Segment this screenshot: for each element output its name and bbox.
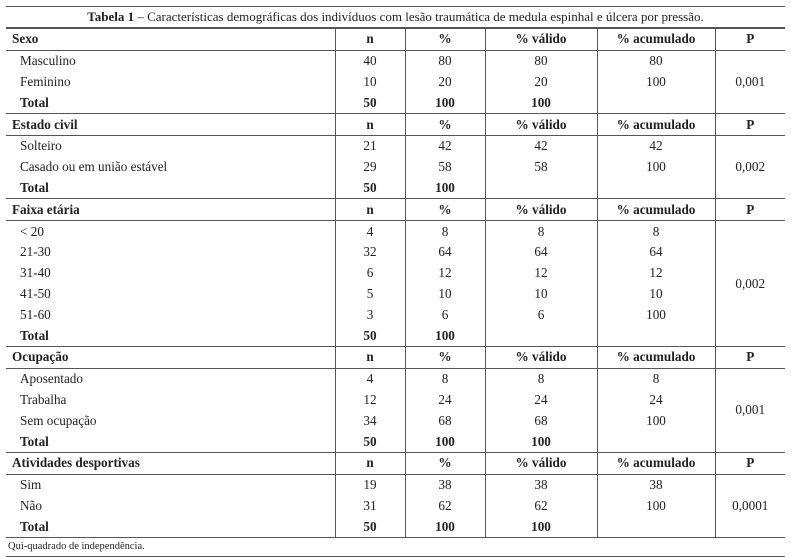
table-row: [6, 368, 785, 389]
total-n: 50: [335, 92, 405, 113]
total-row: [6, 516, 785, 537]
total-valid: [485, 325, 597, 346]
table-row: [6, 242, 785, 263]
row-label: Aposentado: [20, 371, 83, 387]
row-label: Trabalha: [20, 391, 67, 407]
cell-n: 5: [335, 284, 405, 305]
row-label: 31-40: [20, 265, 51, 281]
cell-pct: 20: [405, 72, 485, 93]
cell-valid: 38: [485, 474, 597, 495]
cell-pct: 8: [405, 368, 485, 389]
section-header-row: [6, 346, 785, 368]
row-label: Não: [20, 497, 42, 513]
cell-valid: 12: [485, 263, 597, 284]
cell-pct: 64: [405, 242, 485, 263]
p-header: P: [715, 346, 785, 368]
total-valid: 100: [485, 92, 597, 113]
pct-header: %: [405, 452, 485, 474]
total-pct: 100: [405, 431, 485, 452]
cell-n: 3: [335, 304, 405, 325]
valid-header: % válido: [485, 346, 597, 368]
total-pct: 100: [405, 516, 485, 537]
cell-pct: 38: [405, 474, 485, 495]
p-header: P: [715, 29, 785, 51]
total-n: 50: [335, 178, 405, 199]
pct-header: %: [405, 29, 485, 51]
cell-n: 19: [335, 474, 405, 495]
cell-pct: 62: [405, 496, 485, 517]
cell-valid: 62: [485, 496, 597, 517]
cell-valid: 58: [485, 157, 597, 178]
total-valid: [485, 178, 597, 199]
row-label: Feminino: [20, 73, 71, 89]
cell-n: 4: [335, 221, 405, 242]
cell-cum: 10: [597, 284, 715, 305]
cell-pct: 42: [405, 135, 485, 156]
cum-header: % acumulado: [597, 346, 715, 368]
total-row: [6, 92, 785, 113]
p-header: P: [715, 114, 785, 136]
cell-pct: 58: [405, 157, 485, 178]
cell-valid: 42: [485, 135, 597, 156]
cell-n: 34: [335, 410, 405, 431]
cell-valid: 68: [485, 410, 597, 431]
caption-label: Tabela 1: [87, 9, 135, 24]
section-header-row: [6, 114, 785, 136]
table-row: [6, 50, 785, 71]
cell-pct: 8: [405, 221, 485, 242]
cell-pct: 6: [405, 304, 485, 325]
table-row: [6, 157, 785, 178]
section-header-row: [6, 452, 785, 474]
total-cum: [597, 516, 715, 537]
n-header: n: [335, 346, 405, 368]
table-row: [6, 284, 785, 305]
cell-n: 6: [335, 263, 405, 284]
total-n: 50: [335, 516, 405, 537]
cum-header: % acumulado: [597, 114, 715, 136]
total-label: Total: [20, 179, 49, 195]
cell-valid: 20: [485, 72, 597, 93]
cum-header: % acumulado: [597, 452, 715, 474]
cum-header: % acumulado: [597, 29, 715, 51]
valid-header: % válido: [485, 114, 597, 136]
table-row: [6, 474, 785, 495]
cell-cum: 100: [597, 72, 715, 93]
table-row: [6, 390, 785, 411]
total-cum: [597, 178, 715, 199]
row-label: Sim: [20, 477, 42, 493]
cell-cum: 8: [597, 221, 715, 242]
cell-n: 4: [335, 368, 405, 389]
n-header: n: [335, 29, 405, 51]
cell-p: 0,001: [715, 368, 785, 452]
cell-cum: 100: [597, 304, 715, 325]
row-label: 51-60: [20, 306, 51, 322]
caption-text: – Características demográficas dos indivíduos com lesão traumática de medula espinhal e úlcera por pressão.: [134, 9, 704, 24]
cell-n: 32: [335, 242, 405, 263]
total-label: Total: [6, 516, 335, 537]
total-n: 50: [335, 431, 405, 452]
p-header: P: [715, 199, 785, 221]
section-header-row: [6, 199, 785, 221]
total-label: Total: [20, 327, 49, 343]
cell-n: 21: [335, 135, 405, 156]
cell-cum: 64: [597, 242, 715, 263]
table-footnote: Qui-quadrado de independência.: [6, 538, 785, 557]
cell-pct: 68: [405, 410, 485, 431]
cell-n: 12: [335, 390, 405, 411]
n-header: n: [335, 114, 405, 136]
row-label: Sem ocupação: [20, 412, 97, 428]
valid-header: % válido: [485, 29, 597, 51]
total-valid: 100: [485, 516, 597, 537]
table-row: [6, 72, 785, 93]
total-pct: 100: [405, 178, 485, 199]
cell-valid: 8: [485, 221, 597, 242]
cell-n: 29: [335, 157, 405, 178]
cell-valid: 8: [485, 368, 597, 389]
section-title: Atividades desportivas: [6, 452, 335, 474]
cell-p: 0,002: [715, 135, 785, 198]
total-cum: [597, 431, 715, 452]
cell-n: 10: [335, 72, 405, 93]
demographics-table: [6, 28, 785, 538]
section-title: Ocupação: [6, 346, 335, 368]
cell-p: 0,002: [715, 221, 785, 347]
row-label: Casado ou em união estável: [20, 159, 168, 175]
n-header: n: [335, 199, 405, 221]
pct-header: %: [405, 199, 485, 221]
cell-cum: 38: [597, 474, 715, 495]
cell-valid: 80: [485, 50, 597, 71]
section-title: Estado civil: [6, 114, 335, 136]
section-title: Sexo: [6, 29, 335, 51]
cell-cum: 100: [597, 496, 715, 517]
cell-p: 0,0001: [715, 474, 785, 537]
cell-pct: 12: [405, 263, 485, 284]
valid-header: % válido: [485, 452, 597, 474]
section-title: Faixa etária: [6, 199, 335, 221]
section-header-row: [6, 29, 785, 51]
table-row: [6, 221, 785, 242]
cell-valid: 6: [485, 304, 597, 325]
cell-cum: 100: [597, 157, 715, 178]
cell-valid: 64: [485, 242, 597, 263]
cell-pct: 10: [405, 284, 485, 305]
cell-valid: 24: [485, 390, 597, 411]
row-label: Solteiro: [20, 138, 62, 154]
total-cum: [597, 325, 715, 346]
valid-header: % válido: [485, 199, 597, 221]
cell-cum: 24: [597, 390, 715, 411]
cell-cum: 100: [597, 410, 715, 431]
total-valid: 100: [485, 431, 597, 452]
total-label: Total: [20, 433, 49, 449]
table-row: [6, 410, 785, 431]
pct-header: %: [405, 346, 485, 368]
total-pct: 100: [405, 325, 485, 346]
cell-cum: 8: [597, 368, 715, 389]
table-row: [6, 135, 785, 156]
cell-n: 31: [335, 496, 405, 517]
cell-n: 40: [335, 50, 405, 71]
table-body: [6, 29, 785, 538]
cell-pct: 80: [405, 50, 485, 71]
cum-header: % acumulado: [597, 199, 715, 221]
row-label: 21-30: [20, 244, 51, 260]
n-header: n: [335, 452, 405, 474]
total-cum: [597, 92, 715, 113]
pct-header: %: [405, 114, 485, 136]
table-row: [6, 304, 785, 325]
cell-cum: 80: [597, 50, 715, 71]
row-label: 41-50: [20, 285, 51, 301]
total-row: [6, 325, 785, 346]
table-row: [6, 496, 785, 517]
total-row: [6, 178, 785, 199]
table-caption: [6, 6, 785, 28]
total-row: [6, 431, 785, 452]
p-header: P: [715, 452, 785, 474]
table-frame: [6, 6, 785, 557]
cell-cum: 42: [597, 135, 715, 156]
row-label: Masculino: [20, 53, 76, 69]
table-row: [6, 263, 785, 284]
cell-p: 0,001: [715, 50, 785, 113]
total-label: Total: [20, 94, 49, 110]
total-n: 50: [335, 325, 405, 346]
row-label: < 20: [20, 223, 44, 239]
cell-cum: 12: [597, 263, 715, 284]
cell-valid: 10: [485, 284, 597, 305]
total-pct: 100: [405, 92, 485, 113]
cell-pct: 24: [405, 390, 485, 411]
